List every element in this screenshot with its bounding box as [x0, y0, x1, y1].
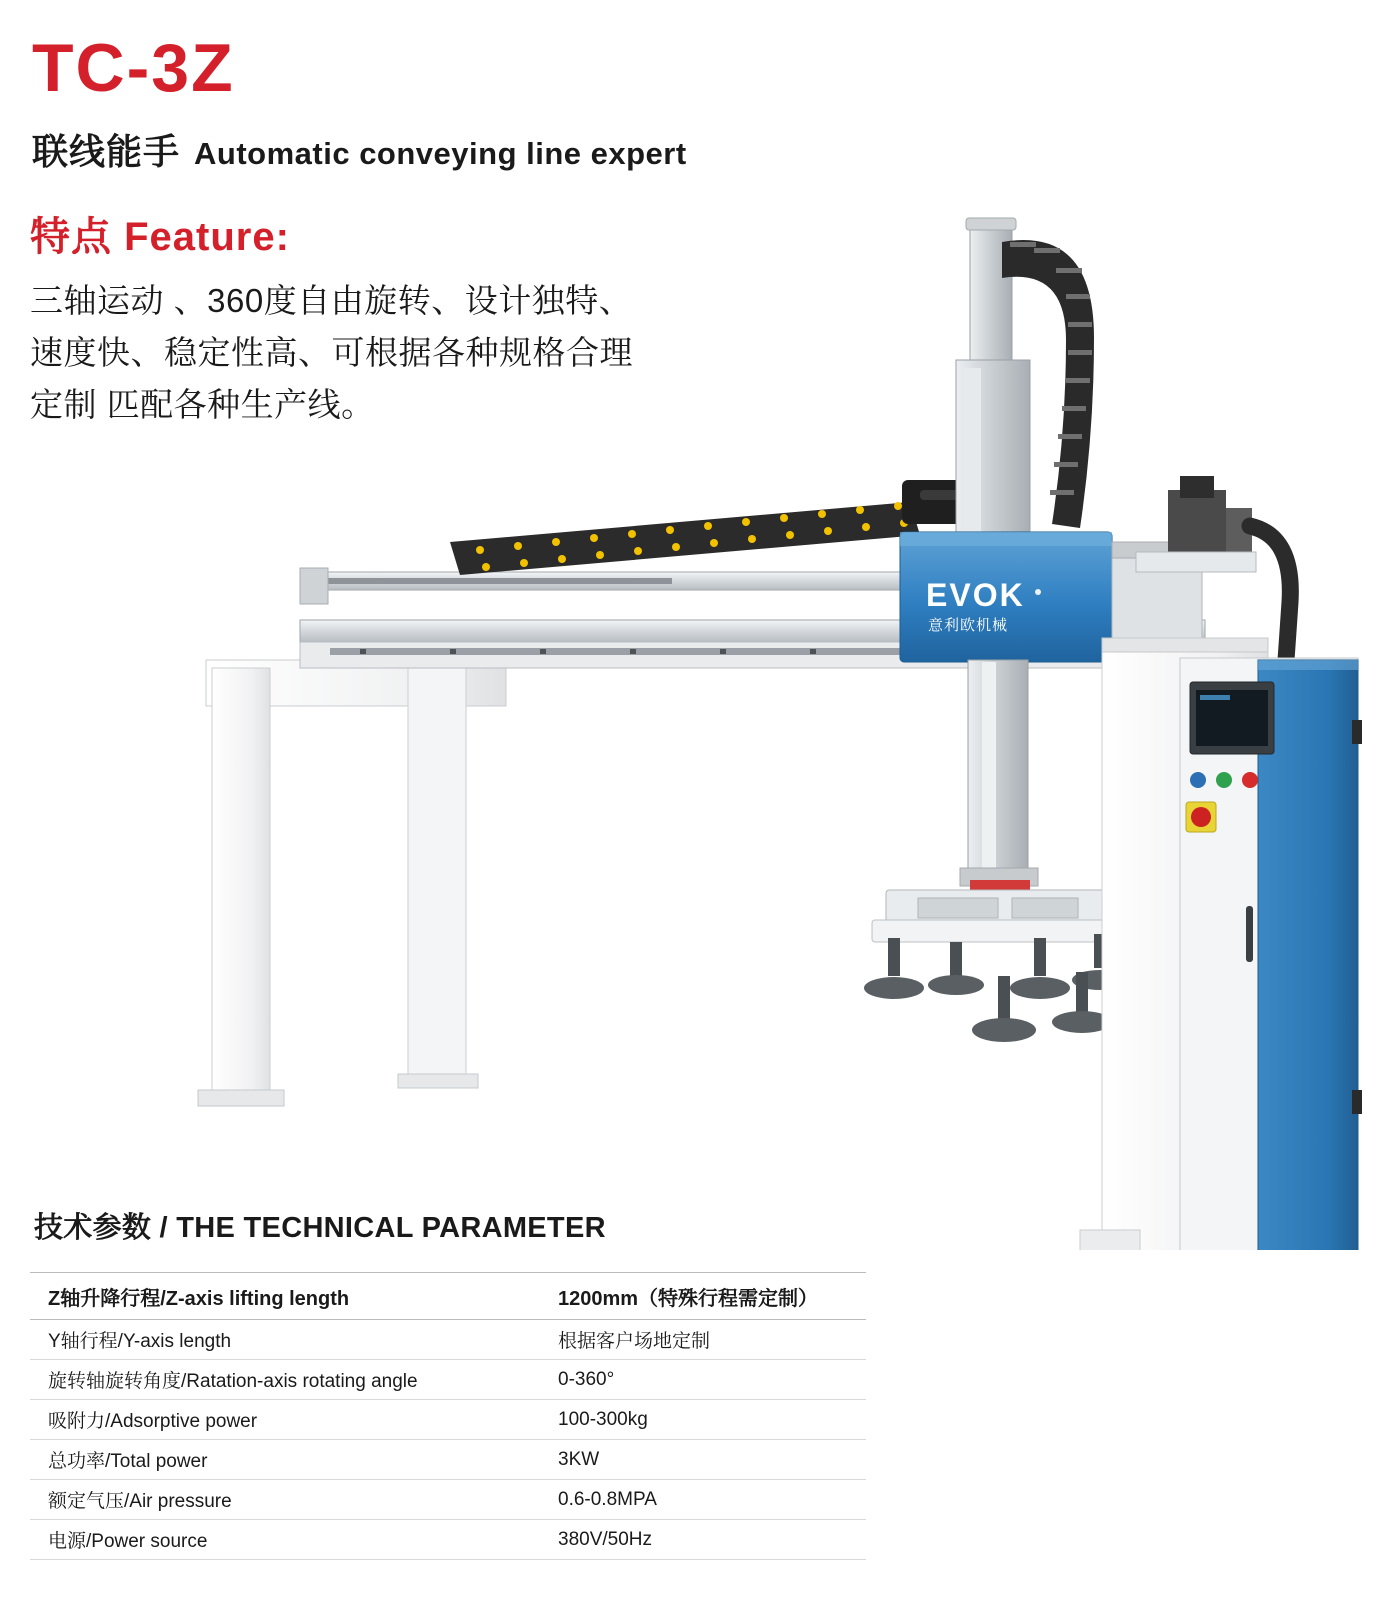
parameters-heading-en: THE TECHNICAL PARAMETER: [176, 1212, 606, 1244]
table-row: [30, 1273, 866, 1320]
param-value: 0.6-0.8MPA: [550, 1480, 866, 1520]
product-photo: [150, 190, 1390, 1250]
param-value: 0-360°: [550, 1360, 866, 1400]
indicator-red: [1242, 772, 1258, 788]
table-row: [30, 1520, 866, 1560]
param-value: 根据客户场地定制: [550, 1320, 866, 1360]
brand-logo-cn: 意利欧机械: [928, 617, 1009, 634]
subtitle: [32, 124, 687, 175]
left-support-frame: [198, 660, 506, 1106]
param-label: 吸附力/Adsorptive power: [30, 1400, 550, 1440]
cabinet-handle: [1246, 906, 1253, 962]
table-row: [30, 1360, 866, 1400]
param-label: 电源/Power source: [30, 1520, 550, 1560]
param-label: 旋转轴旋转角度/Ratation-axis rotating angle: [30, 1360, 550, 1400]
param-label: Y轴行程/Y-axis length: [30, 1320, 550, 1360]
parameters-heading: [34, 1205, 606, 1246]
product-photo-illustration: [150, 190, 1390, 1250]
indicator-blue: [1190, 772, 1206, 788]
page-title: TC-3Z: [32, 30, 235, 106]
feature-heading: 特点 Feature:: [30, 215, 290, 259]
subtitle-english: Automatic conveying line expert: [194, 136, 687, 171]
indicator-green: [1216, 772, 1232, 788]
z-axis-ram: [960, 660, 1038, 894]
table-row: [30, 1400, 866, 1440]
control-cabinet: [1180, 658, 1362, 1250]
feature-body-text: 三轴运动 、360度自由旋转、设计独特、速度快、稳定性高、可根据各种规格合理定制 匹配各种生产线。: [30, 282, 633, 423]
table-row: [30, 1320, 866, 1360]
parameters-heading-separator: /: [151, 1212, 177, 1244]
technical-parameter-table: [30, 1272, 866, 1560]
param-label: 总功率/Total power: [30, 1440, 550, 1480]
param-value: 380V/50Hz: [550, 1520, 866, 1560]
table-row: [30, 1480, 866, 1520]
parameters-heading-cn: 技术参数: [34, 1212, 152, 1244]
param-value: 1200mm（特殊行程需定制）: [550, 1273, 866, 1320]
brand-logo-text: EVOK: [926, 577, 1025, 613]
param-value: 100-300kg: [550, 1400, 866, 1440]
vacuum-gripper-assembly: [864, 890, 1128, 1042]
param-label: Z轴升降行程/Z-axis lifting length: [30, 1273, 550, 1320]
table-row: [30, 1440, 866, 1480]
main-carriage-blue-body: [900, 532, 1112, 662]
param-label: 额定气压/Air pressure: [30, 1480, 550, 1520]
param-value: 3KW: [550, 1440, 866, 1480]
subtitle-chinese: 联线能手: [32, 131, 181, 172]
suction-cups: [864, 934, 1128, 1042]
